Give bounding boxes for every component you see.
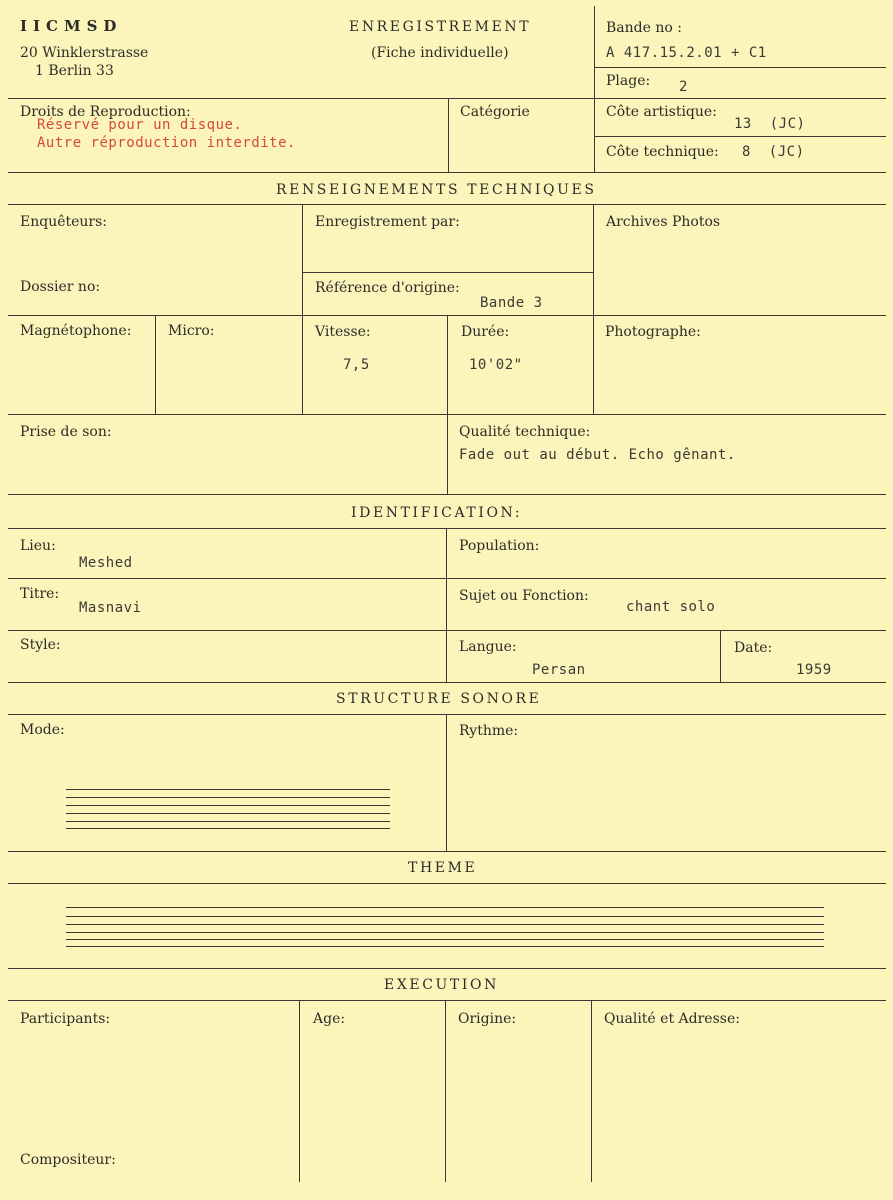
rule (593, 204, 594, 414)
photographe-label: Photographe: (605, 324, 701, 340)
mode-line (66, 805, 390, 806)
cote-artistique-value: 13 (JC) (734, 116, 806, 132)
cote-technique-value: 8 (JC) (742, 144, 805, 160)
vitesse-label: Vitesse: (315, 324, 371, 340)
theme-line (66, 907, 824, 908)
section-heading-identification: IDENTIFICATION: (351, 505, 523, 521)
micro-label: Micro: (168, 323, 215, 339)
theme-line (66, 932, 824, 933)
vitesse-value: 7,5 (343, 357, 370, 373)
style-label: Style: (20, 637, 61, 653)
sujet-value: chant solo (626, 599, 716, 615)
rule (8, 528, 886, 529)
mode-label: Mode: (20, 722, 65, 738)
population-label: Population: (459, 538, 540, 554)
rule (8, 204, 886, 205)
theme-line (66, 939, 824, 940)
rule (446, 528, 447, 682)
langue-value: Persan (532, 662, 586, 678)
form-subtitle: (Fiche individuelle) (371, 45, 509, 61)
lieu-label: Lieu: (20, 538, 56, 554)
rule (594, 6, 595, 172)
section-heading-technical: RENSEIGNEMENTS TECHNIQUES (276, 182, 597, 198)
rule (8, 714, 886, 715)
archives-photos-label: Archives Photos (606, 214, 721, 230)
rule (8, 172, 886, 173)
origine-label: Origine: (458, 1011, 517, 1027)
rights-line-1: Réservé pour un disque. (37, 117, 243, 133)
rule (8, 883, 886, 884)
rule (299, 1000, 300, 1182)
rule (8, 968, 886, 969)
prise-de-son-label: Prise de son: (20, 424, 112, 440)
duree-value: 10'02" (469, 357, 523, 373)
rythme-label: Rythme: (459, 723, 519, 739)
form-title: ENREGISTREMENT (349, 19, 532, 35)
rule (8, 98, 886, 99)
cote-artistique-label: Côte artistique: (606, 104, 717, 120)
dossier-label: Dossier no: (20, 279, 101, 295)
bande-value: A 417.15.2.01 + C1 (606, 45, 767, 61)
mode-line (66, 797, 390, 798)
langue-label: Langue: (459, 639, 517, 655)
org-logo: IICMSD (20, 17, 123, 35)
rule (8, 630, 886, 631)
categorie-label: Catégorie (460, 104, 530, 120)
rights-line-2: Autre réproduction interdite. (37, 135, 296, 151)
qualite-technique-value: Fade out au début. Echo gênant. (459, 447, 736, 463)
reference-label: Référence d'origine: (315, 280, 460, 296)
rule (720, 630, 721, 682)
section-heading-execution: EXECUTION (384, 977, 499, 993)
date-label: Date: (734, 640, 773, 656)
qualite-technique-label: Qualité technique: (459, 424, 591, 440)
rule (448, 98, 449, 172)
titre-label: Titre: (20, 586, 60, 602)
rule (8, 578, 886, 579)
rule (302, 272, 593, 273)
sujet-label: Sujet ou Fonction: (459, 588, 589, 604)
section-heading-theme: THEME (408, 860, 478, 876)
plage-label: Plage: (606, 73, 651, 89)
mode-line (66, 821, 390, 822)
mode-line (66, 813, 390, 814)
theme-line (66, 946, 824, 947)
rule (8, 494, 886, 495)
rule (446, 714, 447, 851)
titre-value: Masnavi (79, 600, 142, 616)
theme-line (66, 916, 824, 917)
rule (8, 1000, 886, 1001)
address-line-2: 1 Berlin 33 (35, 63, 114, 79)
enqueteurs-label: Enquêteurs: (20, 214, 108, 230)
bande-label: Bande no : (606, 20, 682, 36)
duree-label: Durée: (461, 324, 510, 340)
magnetophone-label: Magnétophone: (20, 323, 132, 339)
compositeur-label: Compositeur: (20, 1152, 116, 1168)
reference-value: Bande 3 (480, 295, 543, 311)
rule (591, 1000, 592, 1182)
section-heading-structure: STRUCTURE SONORE (336, 691, 542, 707)
lieu-value: Meshed (79, 555, 133, 571)
mode-line (66, 789, 390, 790)
rule (594, 136, 886, 137)
rights-label: Droits de Reproduction: (20, 104, 191, 120)
enregistrement-par-label: Enregistrement par: (315, 214, 460, 230)
mode-line (66, 828, 390, 829)
participants-label: Participants: (20, 1011, 111, 1027)
address-line-1: 20 Winklerstrasse (20, 45, 149, 61)
theme-line (66, 924, 824, 925)
plage-value: 2 (679, 79, 688, 95)
rule (8, 682, 886, 683)
rule (302, 204, 303, 414)
date-value: 1959 (796, 662, 832, 678)
rule (447, 315, 448, 494)
cote-technique-label: Côte technique: (606, 144, 719, 160)
rule (155, 315, 156, 414)
rule (594, 67, 886, 68)
rule (445, 1000, 446, 1182)
rule (8, 851, 886, 852)
age-label: Age: (313, 1011, 346, 1027)
qualite-adresse-label: Qualité et Adresse: (604, 1011, 740, 1027)
